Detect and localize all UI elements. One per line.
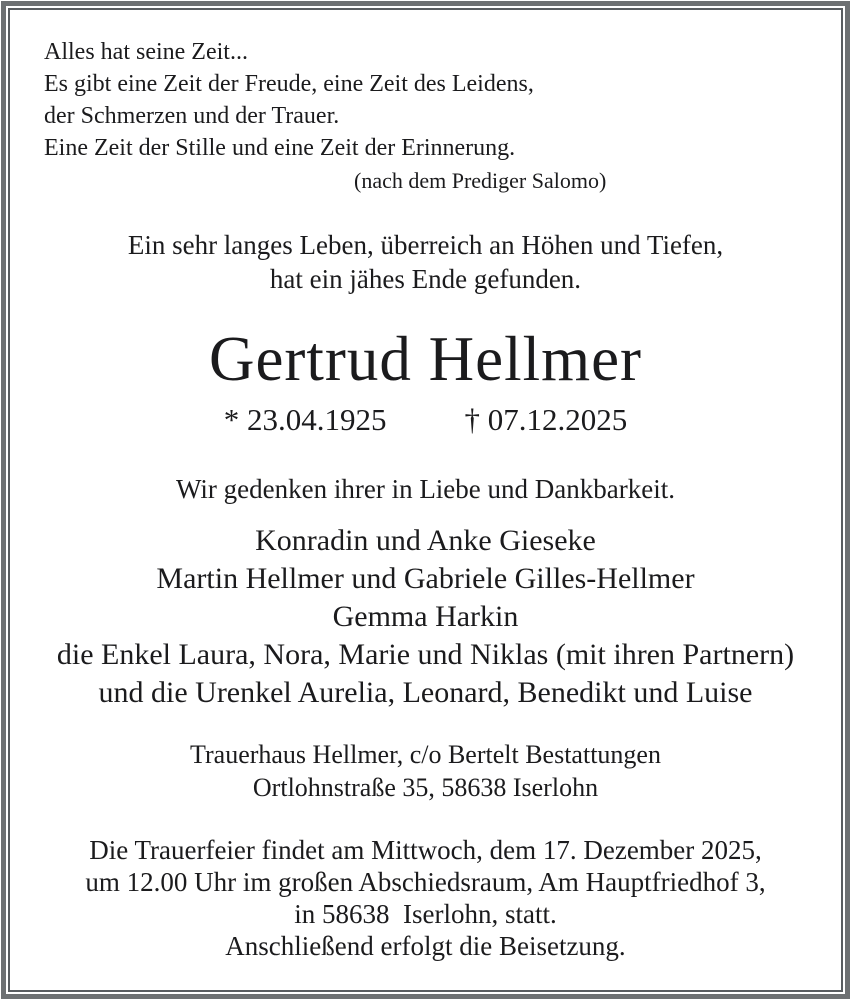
life-dates: [10, 400, 841, 440]
service-line: in 58638 Iserlohn, statt.: [294, 899, 557, 929]
quote-line: Es gibt eine Zeit der Freude, eine Zeit des Leidens,: [44, 71, 534, 97]
funeral-home-address: [10, 738, 841, 804]
outer-frame-border: [1, 1, 850, 999]
service-line: Die Trauerfeier findet am Mittwoch, dem 17. Dezember 2025,: [89, 835, 762, 865]
mourner-line: Gemma Harkin: [332, 600, 519, 633]
quote-attribution: (nach dem Prediger Salomo): [354, 168, 607, 193]
quote-line: Eine Zeit der Stille und eine Zeit der Erinnerung.: [44, 135, 516, 161]
death-date: † 07.12.2025: [464, 402, 628, 437]
service-line: Anschließend erfolgt die Beisetzung.: [225, 931, 626, 961]
quote-line: Alles hat seine Zeit...: [44, 39, 248, 65]
funeral-home-line: Ortlohnstraße 35, 58638 Iserlohn: [252, 773, 599, 802]
service-details: [10, 834, 841, 962]
funeral-home-line: Trauerhaus Hellmer, c/o Bertelt Bestattungen: [190, 740, 661, 769]
service-line: um 12.00 Uhr im großen Abschiedsraum, Am Hauptfriedhof 3,: [85, 867, 766, 897]
quote-line: der Schmerzen und der Trauer.: [44, 103, 340, 129]
mourner-line: und die Urenkel Aurelia, Leonard, Benedikt und Luise: [98, 676, 753, 709]
intro-text: [10, 228, 841, 296]
mourners-list: [10, 522, 841, 712]
birth-date: * 23.04.1925: [223, 402, 387, 437]
inner-frame-border: [8, 8, 843, 992]
mourner-line: die Enkel Laura, Nora, Marie und Niklas (mit ihren Partnern): [56, 638, 795, 671]
opening-quote: [44, 36, 841, 164]
mourner-line: Konradin und Anke Gieseke: [255, 524, 596, 557]
intro-line: hat ein jähes Ende gefunden.: [269, 264, 582, 294]
remembrance-text: Wir gedenken ihrer in Liebe und Dankbarkeit.: [176, 474, 675, 504]
deceased-name: Gertrud Hellmer: [208, 324, 643, 394]
intro-line: Ein sehr langes Leben, überreich an Höhen und Tiefen,: [127, 230, 724, 260]
mourner-line: Martin Hellmer und Gabriele Gilles-Hellmer: [156, 562, 695, 595]
